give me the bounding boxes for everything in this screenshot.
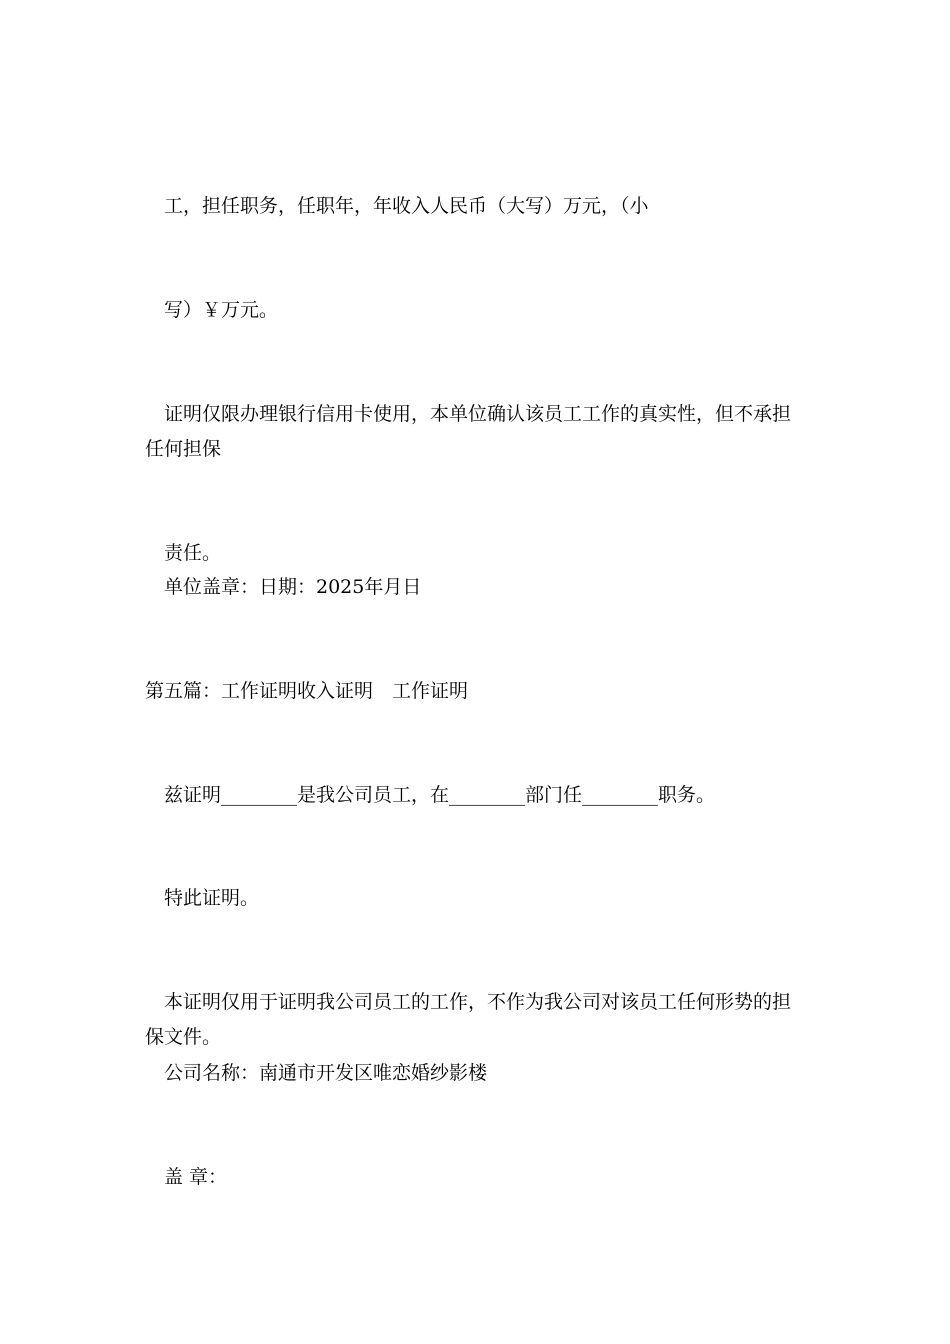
section-title: 第五篇：工作证明收入证明 工作证明 (145, 680, 469, 702)
income-statement-line-1: 工，担任职务，任职年，年收入人民币（大写）万元，（小 (164, 195, 649, 217)
income-statement-line-2: 写）￥万元。 (164, 299, 279, 321)
usage-limit-line-1: 证明仅限办理银行信用卡使用，本单位确认该员工工作的真实性，但不承担 (164, 403, 792, 425)
usage-limit-line-2: 任何担保 (145, 438, 222, 460)
disclaimer-line-2: 保文件。 (145, 1026, 222, 1048)
disclaimer-line-1: 本证明仅用于证明我公司员工的工作，不作为我公司对该员工任何形势的担 (164, 991, 792, 1013)
hereby-certify-line: 特此证明。 (164, 887, 260, 909)
usage-limit-line-3: 责任。 (164, 542, 222, 564)
stamp-line: 盖 章： (164, 1166, 228, 1188)
company-name-line: 公司名称：南通市开发区唯恋婚纱影楼 (164, 1062, 488, 1084)
seal-date-line: 单位盖章：日期：2025年月日 (164, 576, 422, 598)
employment-certification-line: 兹证明________是我公司员工，在________部门任________职务。 (164, 784, 716, 806)
